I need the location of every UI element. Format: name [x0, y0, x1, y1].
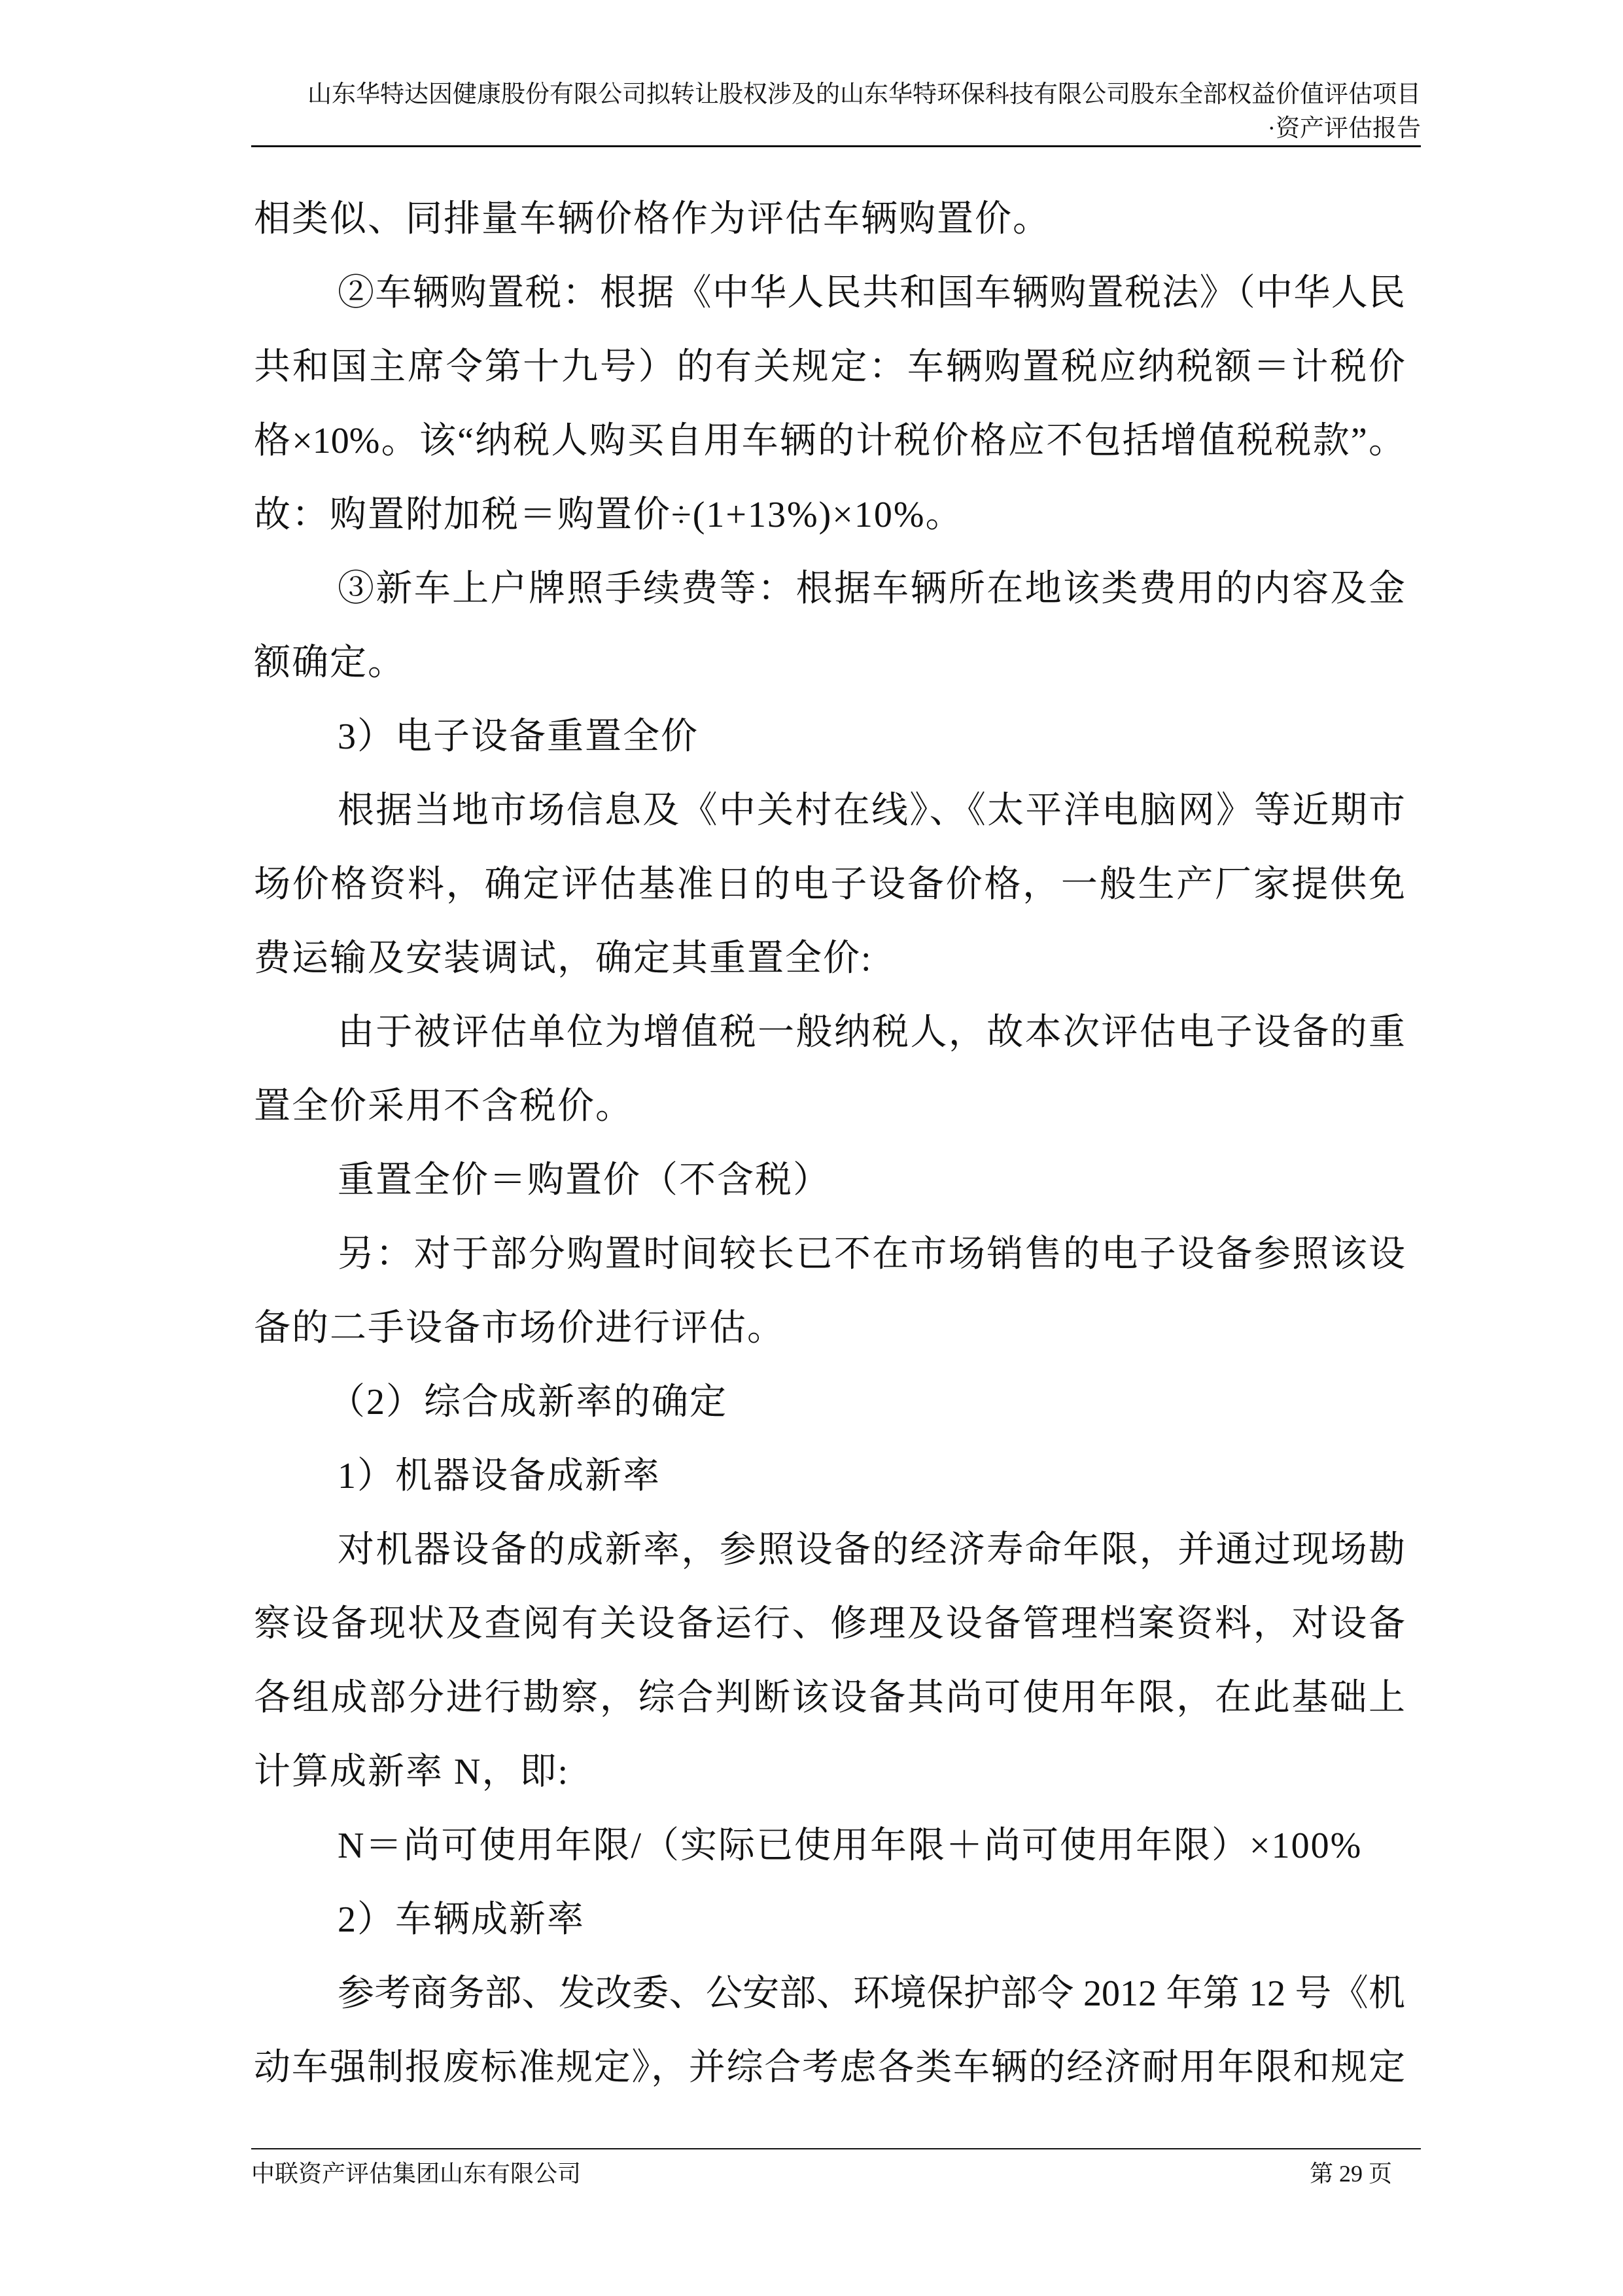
footer-company: 中联资产评估集团山东有限公司 [251, 2161, 582, 2187]
running-header-subtitle: ·资产评估报告 [1267, 115, 1421, 142]
body-line: 参考商务部、发改委、公安部、环境保护部令 2012 年第 12 号《机 [338, 1973, 1405, 2014]
body-line: ②车辆购置税：根据《中华人民共和国车辆购置税法》（中华人民 [338, 273, 1405, 313]
section-heading: 1）机器设备成新率 [338, 1456, 661, 1496]
body-line: 计算成新率 N，即: [254, 1752, 569, 1792]
header-divider [251, 145, 1421, 147]
body-line: 另：对于部分购置时间较长已不在市场销售的电子设备参照该设 [338, 1234, 1405, 1275]
body-line: 备的二手设备市场价进行评估。 [254, 1308, 785, 1349]
body-line: 费运输及安装调试，确定其重置全价: [254, 938, 873, 979]
body-text [254, 183, 1405, 2105]
body-line: 相类似、同排量车辆价格作为评估车辆购置价。 [254, 199, 1051, 239]
body-line: 各组成部分进行勘察，综合判断该设备其尚可使用年限，在此基础上 [254, 1678, 1405, 1718]
body-line: 置全价采用不含税价。 [254, 1086, 633, 1127]
page-number: 第 29 页 [1309, 2161, 1392, 2187]
body-line: 额确定。 [254, 643, 406, 683]
running-header-title: 山东华特达因健康股份有限公司拟转让股权涉及的山东华特环保科技有限公司股东全部权益价值评估项目 [307, 81, 1421, 108]
body-line: 由于被评估单位为增值税一般纳税人，故本次评估电子设备的重 [338, 1012, 1405, 1053]
body-line: 场价格资料，确定评估基准日的电子设备价格，一般生产厂家提供免 [254, 864, 1405, 905]
body-line: 察设备现状及查阅有关设备运行、修理及设备管理档案资料，对设备 [254, 1604, 1405, 1644]
body-line: 根据当地市场信息及《中关村在线》、《太平洋电脑网》等近期市 [338, 790, 1405, 831]
formula-line: N＝尚可使用年限/（实际已使用年限＋尚可使用年限）×100% [338, 1826, 1363, 1866]
body-line: ③新车上户牌照手续费等：根据车辆所在地该类费用的内容及金 [338, 569, 1405, 609]
body-line: 格×10%。该“纳税人购买自用车辆的计税价格应不包括增值税税款”。 [254, 421, 1405, 461]
section-heading: 2）车辆成新率 [338, 1899, 585, 1940]
section-heading: 3）电子设备重置全价 [338, 716, 699, 757]
body-line: 动车强制报废标准规定》，并综合考虑各类车辆的经济耐用年限和规定 [254, 2047, 1405, 2088]
body-line: 对机器设备的成新率，参照设备的经济寿命年限，并通过现场勘 [338, 1530, 1405, 1570]
body-line: 共和国主席令第十九号）的有关规定：车辆购置税应纳税额＝计税价 [254, 347, 1405, 387]
formula-line: 重置全价＝购置价（不含税） [338, 1160, 831, 1201]
section-heading: （2）综合成新率的确定 [328, 1382, 727, 1422]
body-line: 故：购置附加税＝购置价÷(1+13%)×10%。 [254, 495, 964, 535]
footer-divider [251, 2148, 1421, 2149]
